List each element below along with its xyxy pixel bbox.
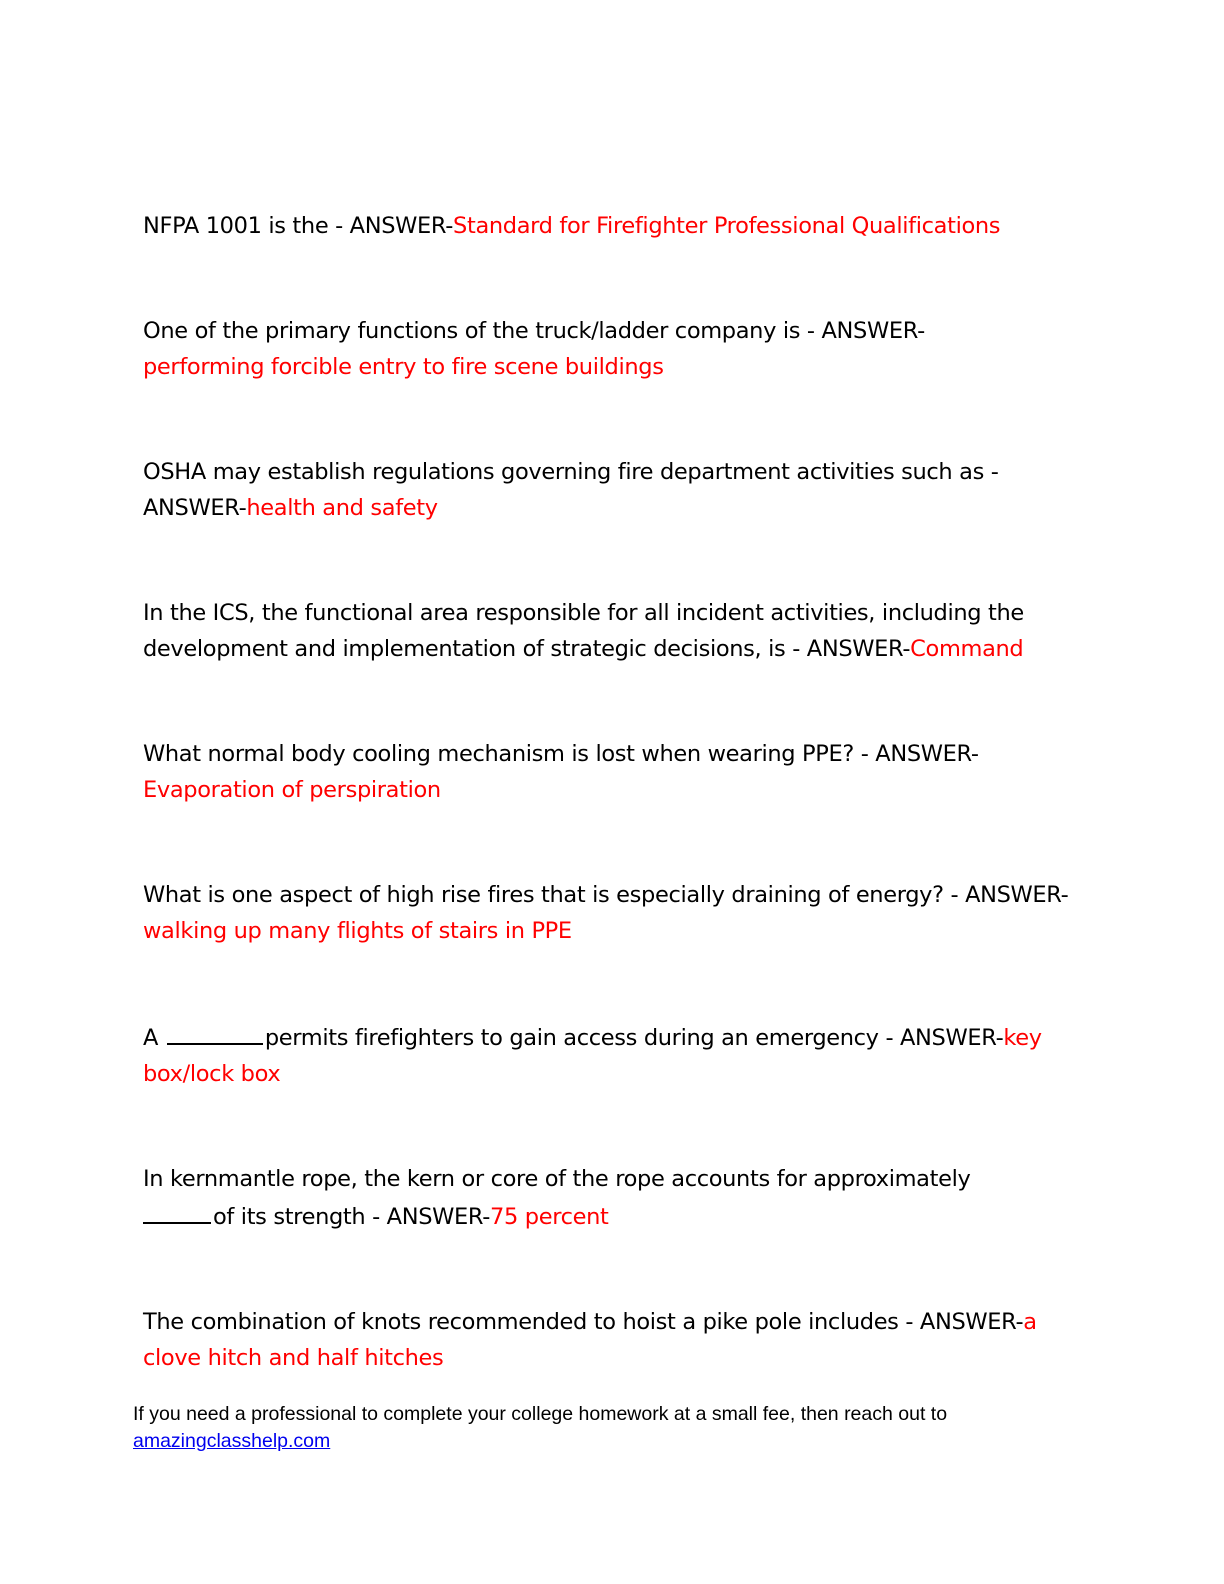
qa-item xyxy=(143,313,1073,386)
question-text: What is one aspect of high rise fires that is especially draining of energy? - ANSWER- xyxy=(143,881,1069,908)
question-text-before-blank: A xyxy=(143,1024,159,1051)
question-text: What normal body cooling mechanism is lost when wearing PPE? - ANSWER- xyxy=(143,740,979,767)
answer-text: a clove hitch and half hitches xyxy=(143,1308,1037,1371)
question-text: NFPA 1001 is the - ANSWER- xyxy=(143,213,454,239)
qa-item xyxy=(143,1304,1073,1377)
qa-item xyxy=(143,454,1073,527)
footer-link[interactable]: amazingclasshelp.com xyxy=(133,1430,331,1452)
fill-in-blank xyxy=(143,1197,211,1224)
qa-item xyxy=(143,208,1073,245)
qa-item xyxy=(143,736,1073,809)
qa-item xyxy=(143,595,1073,668)
answer-text: Command xyxy=(910,636,1024,662)
question-text: OSHA may establish regulations governing fire department activities such as - ANSWER- xyxy=(143,458,999,521)
question-text: In the ICS, the functional area responsible for all incident activities, including the development and implementation of strategic decisions, is - ANSWER- xyxy=(143,599,1024,662)
question-text: The combination of knots recommended to hoist a pike pole includes - ANSWER- xyxy=(143,1308,1024,1335)
qa-item xyxy=(143,1161,1073,1236)
footer-text: If you need a professional to complete your college homework at a small fee, then reach out to xyxy=(133,1403,948,1425)
question-text-after-blank: of its strength - ANSWER- xyxy=(213,1204,491,1230)
answer-text: Evaporation of perspiration xyxy=(143,777,441,803)
answer-text: health and safety xyxy=(246,495,438,521)
qa-item xyxy=(143,877,1073,950)
qa-item xyxy=(143,1018,1073,1093)
answer-text: performing forcible entry to fire scene buildings xyxy=(143,354,664,380)
answer-text: walking up many flights of stairs in PPE xyxy=(143,918,572,944)
fill-in-blank xyxy=(167,1018,263,1045)
question-text-after-blank: permits firefighters to gain access during an emergency - ANSWER- xyxy=(264,1024,1004,1051)
question-text-before-blank: In kernmantle rope, the kern or core of the rope accounts for approximately xyxy=(143,1165,971,1192)
answer-text: Standard for Firefighter Professional Qualifications xyxy=(453,213,1001,239)
footer-note xyxy=(133,1401,1093,1455)
question-text: One of the primary functions of the truck/ladder company is - ANSWER- xyxy=(143,317,925,344)
answer-text: key box/lock box xyxy=(143,1024,1042,1087)
qa-list xyxy=(143,208,1073,1445)
answer-text: 75 percent xyxy=(490,1204,609,1230)
